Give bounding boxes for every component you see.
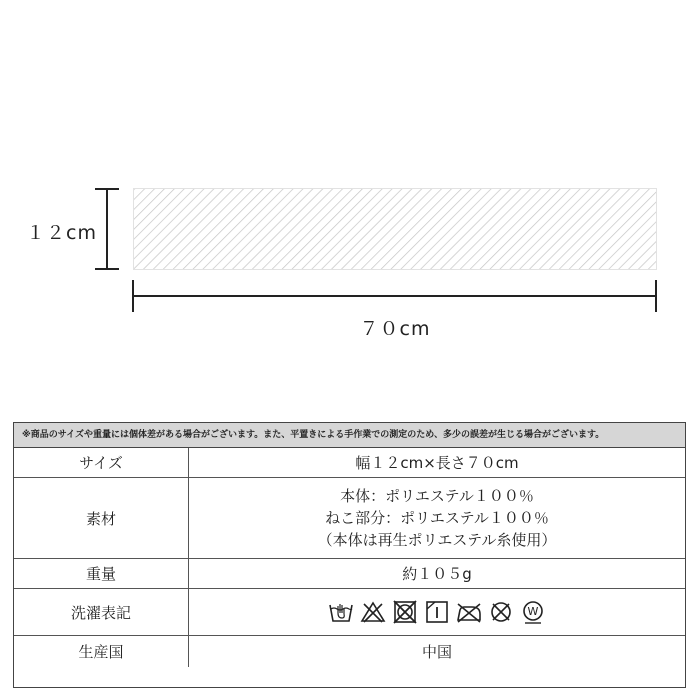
no-iron-icon (456, 600, 482, 624)
height-cap-bottom (95, 268, 119, 270)
notice-text: ※商品のサイズや重量には個体差がある場合がございます。また、平置きによる手作業での測定のため、多少の誤差が生じる場合がございます。 (14, 423, 685, 448)
size-row (14, 448, 685, 478)
origin-value: 中国 (421, 642, 452, 661)
hand-wash-tub-icon (328, 600, 354, 624)
weight-value: 約１０５g (402, 564, 472, 583)
origin-label: 生産国 (14, 636, 189, 667)
width-line (133, 295, 657, 297)
svg-text:W: W (527, 605, 539, 618)
care-row (14, 589, 685, 636)
weight-row (14, 559, 685, 589)
material-label: 素材 (14, 478, 189, 558)
wet-clean-icon (520, 600, 546, 624)
care-label: 洗濯表記 (14, 589, 189, 635)
line-dry-shade-icon (424, 600, 450, 624)
no-tumble-dry-icon (392, 600, 418, 624)
scarf-shape (133, 188, 657, 270)
material-row (14, 478, 685, 559)
size-value: 幅１２cm×長さ７０cm (355, 453, 519, 472)
no-bleach-icon (360, 600, 386, 624)
weight-label: 重量 (14, 559, 189, 588)
no-dry-clean-icon (488, 600, 514, 624)
material-line: ねこ部分：ポリエステル１００％ (325, 509, 549, 527)
care-icons (328, 600, 546, 624)
material-line: 本体：ポリエステル１００％ (340, 487, 534, 505)
width-cap-right (655, 280, 657, 312)
scarf-hatch (134, 189, 656, 269)
size-label: サイズ (14, 448, 189, 477)
spec-table (13, 422, 686, 688)
origin-row (14, 636, 685, 667)
width-label: ７０cm (359, 318, 431, 340)
height-label: １２cm (26, 222, 97, 244)
material-line: （本体は再生ポリエステル糸使用） (317, 531, 557, 549)
height-line (106, 188, 108, 270)
